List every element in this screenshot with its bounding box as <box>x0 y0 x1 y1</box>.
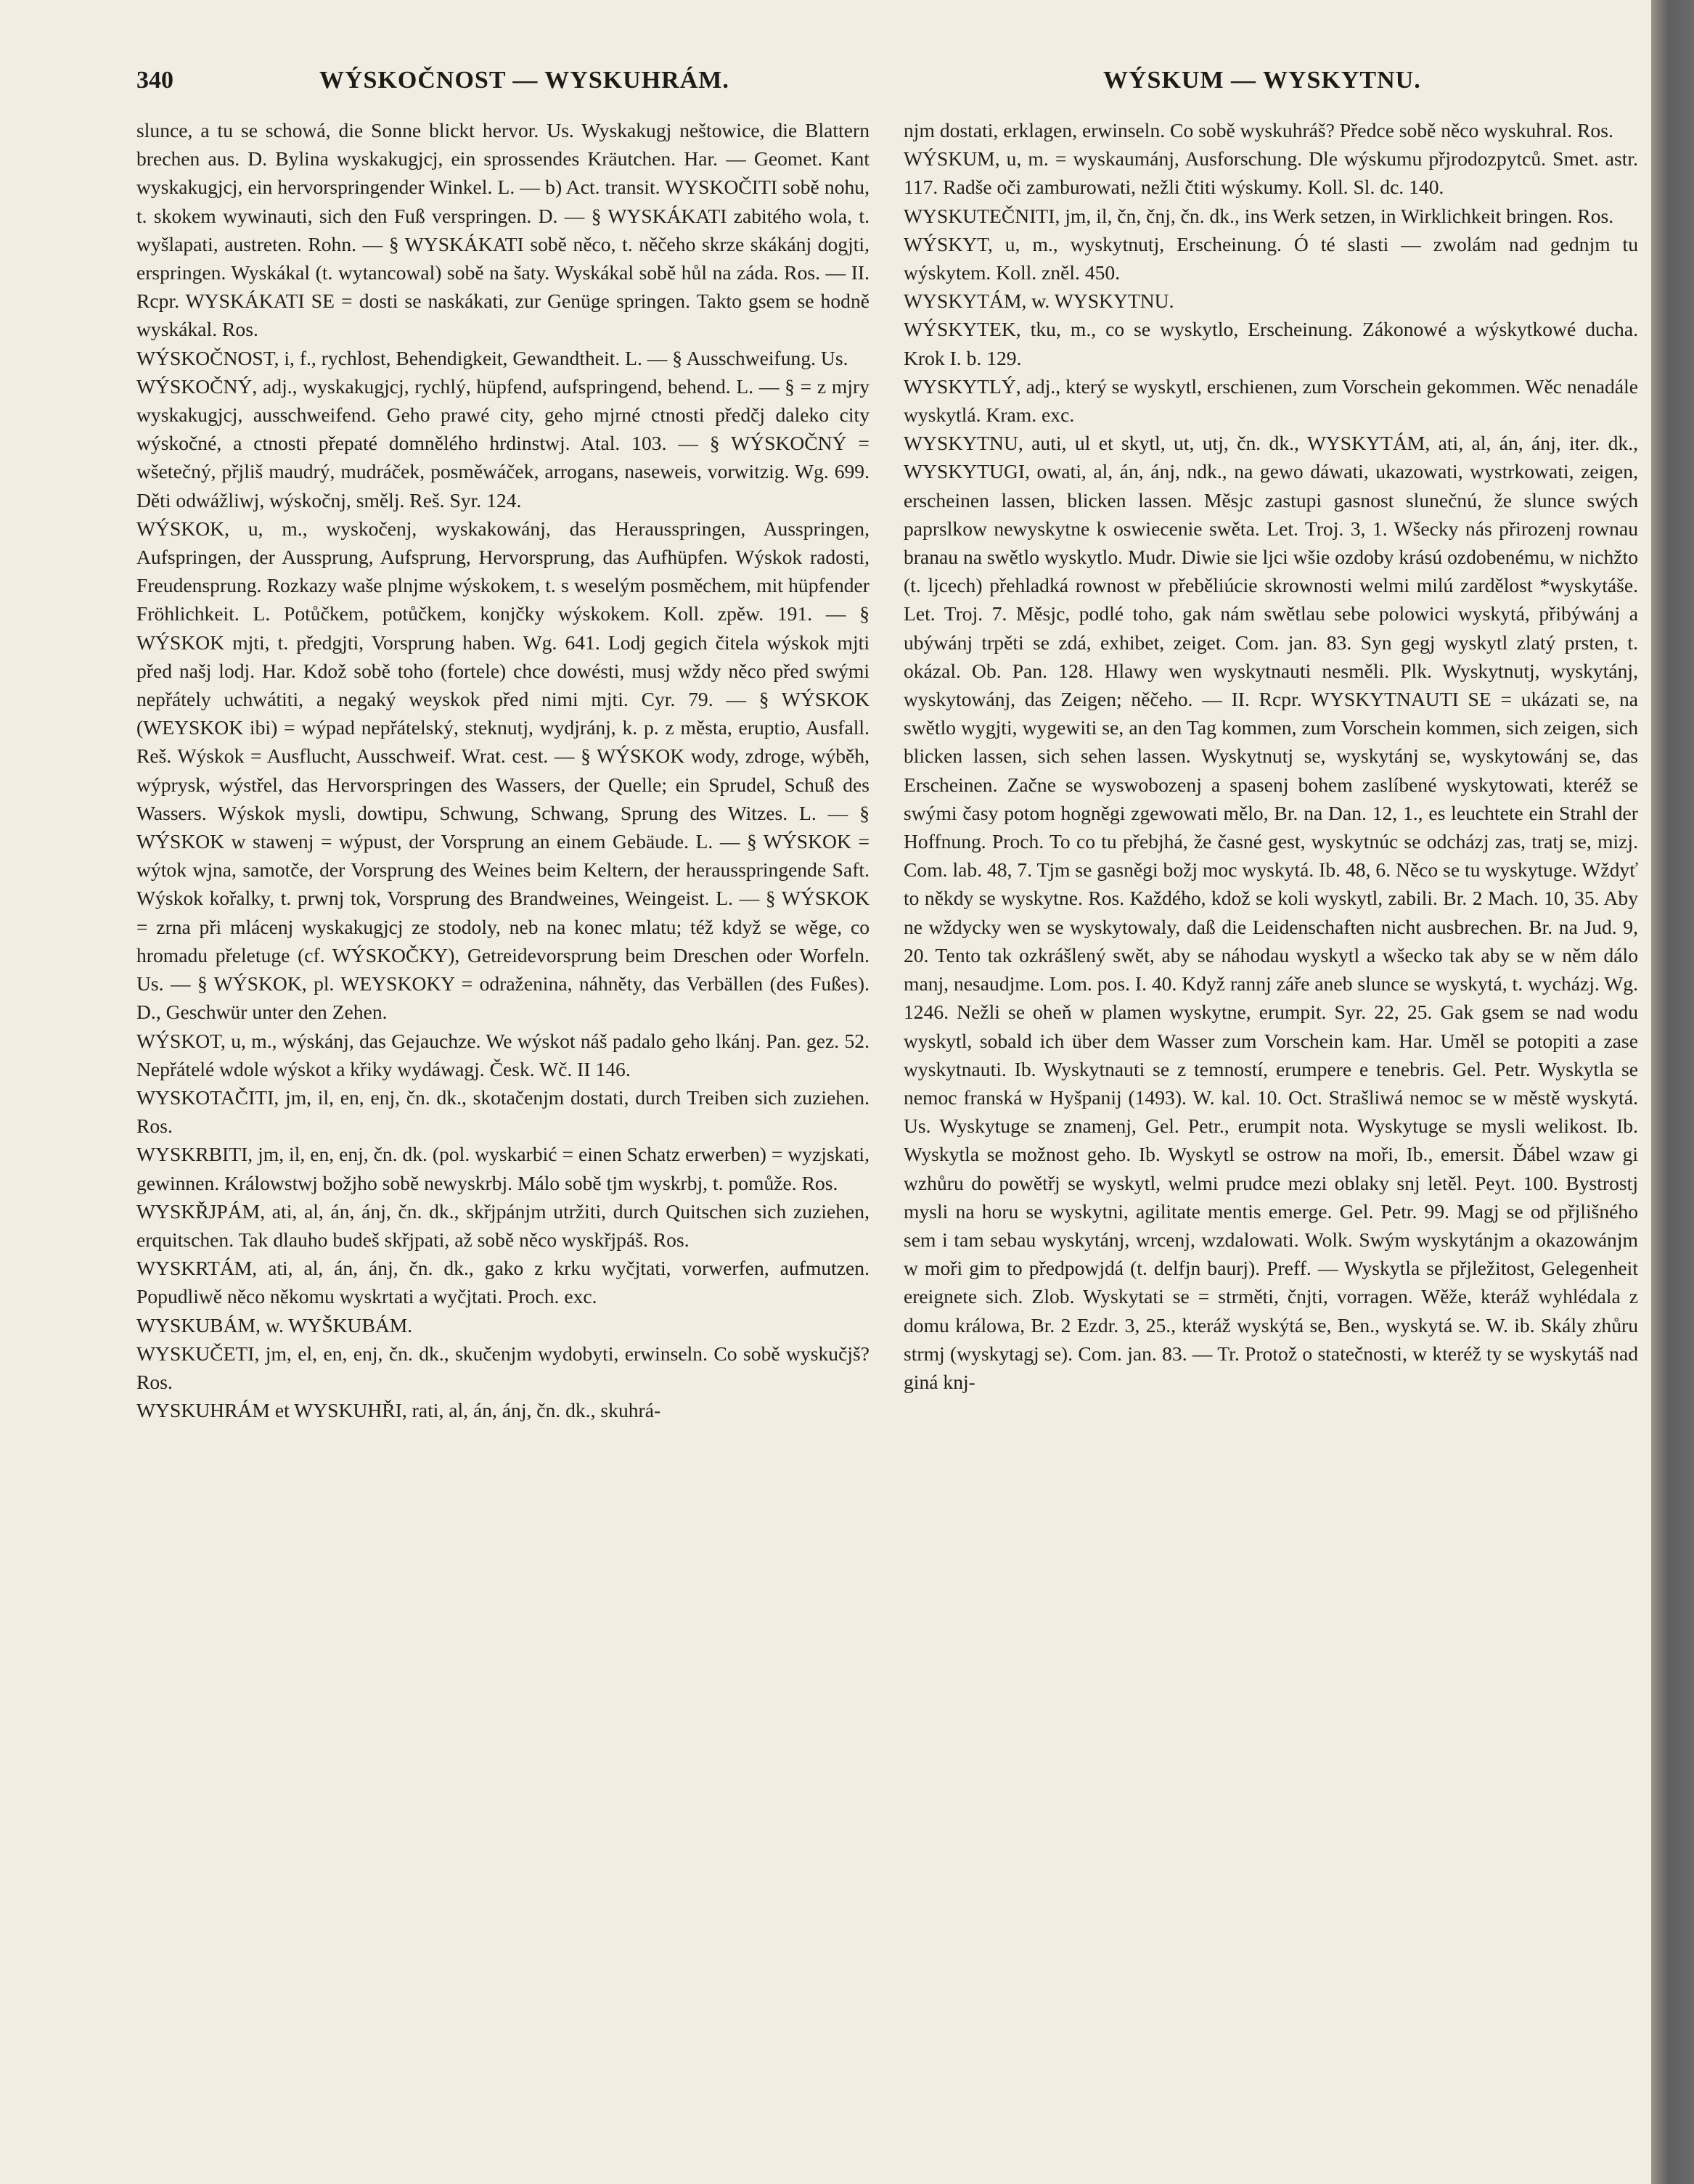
right-column <box>904 116 1638 1396</box>
scan-edge-shadow <box>1651 0 1694 2184</box>
page-number: 340 <box>136 67 173 94</box>
left-running-head: WÝSKOČNOST — WYSKUHRÁM. <box>319 67 729 94</box>
right-column-text: njm dostati, erklagen, erwinseln. Co sobě wyskuhráš? Předce sobě něco wyskuhral. Ros. WÝSKUM, u, m. = wyskaumánj, Ausforschung. Dle wýskumu přjrodozpytců. Smet. astr. 117. Radše oči zamburowati, nežli čtiti wýskumy. Koll. Sl. dc. 140. WYSKUTEČNITI, jm, il, čn, čnj, čn. dk., ins Werk setzen, in Wirklichkeit bringen. Ros. WÝSKYT, u, m., wyskytnutj, Erscheinung. Ó té slasti — zwolám nad gednjm tu wýskytem. Koll. zněl. 450. WYSKYTÁM, w. WYSKYTNU. WÝSKYTEK, tku, m., co se wyskytlo, Erscheinung. Zákonowé a wýskytkowé ducha. Krok I. b. 129. WYSKYTLÝ, adj., který se wyskytl, erschienen, zum Vorschein gekommen. Wěc nenadále wyskytlá. Kram. exc. WYSKYTNU, auti, ul et skytl, ut, utj, čn. dk., WYSKYTÁM, ati, al, án, ánj, iter. dk., WYSKYTUGI, owati, al, án, ánj, ndk., na gewo dáwati, ukazowati, wystrkowati, zeigen, erscheinen lassen, blicken lassen. Měsjc zastupi gasnost slunečnú, že slunce swých paprslkow newyskytne k oswiecenie swěta. Let. Troj. 3, 1. Wšecky nás přirozenj rownau branau na swětlo wyskytlo. Mudr. Diwie sie ljci wšie ozdoby krású ozdobenému, w nichžto (t. ljcech) přehladká rownost w přeběliúcie skrownosti welmi milú zardělost *wyskytáše. Let. Troj. 7. Měsjc, podlé toho, gak nám swětlau sebe polowici wyskytá, přibýwánj a ubýwánj trpěti se zdá, exhibet, zeiget. Com. jan. 83. Syn gegj wyskytl zlatý prsten, t. okázal. Ob. Pan. 128. Hlawy wen wyskytnauti nesměli. Plk. Wyskytnutj, wyskytánj, wyskytowánj, das Zeigen; něčeho. — II. Rcpr. WYSKYTNAUTI SE = ukázati se, na swětlo wygjti, wygewiti se, an den Tag kommen, zum Vorschein kommen, sich zeigen, sich blicken lassen, sich sehen lassen. Wyskytnutj se, wyskytánj se, wyskytowánj se, das Erscheinen. Začne se wyswobozenj a spasenj bohem zaslíbené wyskytowati, kteréž se swými časy potom hogněgi zgewowati mělo, Br. na Dan. 12, 1., es leuchtete ein Strahl der Hoffnung. Proch. To co tu přebjhá, že časné gest, wyskytnúc se odcházj zas, tratj se, mizj. Com. lab. 48, 7. Tjm se gasněgi božj moc wyskytá. Ib. 48, 6. Něco se tu wyskytuge. Wždyť to někdy se wyskytne. Ros. Každého, kdož se koli wyskytl, zabili. Br. 2 Mach. 10, 35. Aby ne wždycky wen se wyskytowaly, daß die Leidenschaften nicht ausbrechen. Br. na Jud. 9, 20. Tento tak ozkrášlený swět, aby se náhodau wyskytl a wšecko tak aby se w něm dálo manj, nesaudjme. Lom. pos. I. 40. Když rannj záře aneb slunce se wyskytá, t. wycházj. Wg. 1246. Nežli se oheň w plamen wyskytne, erumpit. Syr. 22, 25. Gak gsem se nad wodu wyskytl, sobald ich über dem Wasser zum Vorschein kam. Har. Uměl se potopiti a zase wyskytnauti. Ib. Wyskytnauti se z temností, erumpere e tenebris. Gel. Petr. Wyskytla se nemoc franská w Hyšpanij (1493). W. kal. 10. Oct. Strašliwá nemoc se w městě wyskytá. Us. Wyskytuge se znamenj, Gel. Petr., erumpit nota. Wyskytuge se mysli welikost. Ib. Wyskytla se možnost geho. Ib. Wyskytl se ostrow na moři, Ib., emersit. Ďábel wzaw gi wzhůru do powětřj se wyskytl, welmi prudce mezi oblaky snj letěl. Peyt. 100. Bystrostj mysli na horu se wyskytni, agilitate mentis emerge. Gel. Petr. 99. Magj se od přjlišného sem i tam sebau wyskytánj, wrcenj, wzdalowati. Wolk. Swým wyskytánjm a okazowánjm w moři gim to předpowjdá (t. delfjn baurj). Preff. — Wyskytla se přjležitost, Gelegenheit ereignete sich. Zlob. Wyskytati se = strměti, čnjti, vorragen. Wěže, kteráž wyhlédala z domu králowa, Br. 2 Ezdr. 3, 25., kteráž wyskýtá se, Ben., wyskytá se. W. ib. Skály zhůru strmj (wyskytagj se). Com. jan. 83. — Tr. Protož o statečnosti, w kteréž ty se wyskytáš nad giná knj- <box>904 119 1638 1393</box>
left-column <box>136 116 869 1424</box>
right-running-head: WÝSKUM — WYSKYTNU. <box>1103 67 1421 94</box>
left-column-text: slunce, a tu se schowá, die Sonne blickt hervor. Us. Wyskakugj neštowice, die Blattern brechen aus. D. Bylina wyskakugjcj, ein sprossendes Kräutchen. Har. — Geomet. Kant wyskakugjcj, ein hervorspringender Winkel. L. — b) Act. transit. WYSKOČITI sobě nohu, t. skokem wywinauti, sich den Fuß verspringen. D. — § WYSKÁKATI zabitého wola, t. wyšlapati, austreten. Rohn. — § WYSKÁKATI sobě něco, t. něčeho skrze skákánj dogjti, erspringen. Wyskákal (t. wytancowal) sobě na šaty. Wyskákal sobě hůl na záda. Ros. — II. Rcpr. WYSKÁKATI SE = dosti se naskákati, zur Genüge springen. Takto gsem se hodně wyskákal. Ros. WÝSKOČNOST, i, f., rychlost, Behendigkeit, Gewandtheit. L. — § Ausschweifung. Us. WÝSKOČNÝ, adj., wyskakugjcj, rychlý, hüpfend, aufspringend, behend. L. — § = z mjry wyskakugjcj, ausschweifend. Geho prawé city, geho mjrné ctnosti předčj daleko city wýskočné, a ctnosti přepaté domnělého hrdinstwj. Atal. 103. — § WÝSKOČNÝ = wšetečný, přjliš maudrý, mudráček, posměwáček, arrogans, naseweis, vorwitzig. Wg. 699. Děti odwážliwj, wýskočnj, smělj. Reš. Syr. 124. WÝSKOK, u, m., wyskočenj, wyskakowánj, das Herausspringen, Ausspringen, Aufspringen, der Aussprung, Aufsprung, Hervorsprung, das Aufhüpfen. Wýskok radosti, Freudensprung. Rozkazy waše plnjme wýskokem, t. s weselým posměchem, mit hüpfender Fröhlichkeit. L. Potůčkem, potůčkem, konjčky wýskokem. Koll. zpěw. 191. — § WÝSKOK mjti, t. předgjti, Vorsprung haben. Wg. 641. Lodj gegich čitela wýskok mjti před našj lodj. Har. Kdož sobě toho (fortele) chce dowésti, musj wždy něco před swými nepřátely uchwátiti, a negaký weyskok před nimi mjti. Cyr. 79. — § WÝSKOK (WEYSKOK ibi) = wýpad nepřátelský, steknutj, wydjránj, k. p. z města, eruptio, Ausfall. Reš. Wýskok = Ausflucht, Ausschweif. Wrat. cest. — § WÝSKOK wody, zdroge, wýběh, wýprysk, wýstřel, das Hervorspringen des Wassers, der Quelle; ein Sprudel, Schuß des Wassers. Wýskok mysli, dowtipu, Schwung, Schwang, Sprung des Witzes. L. — § WÝSKOK w stawenj = wýpust, der Vorsprung an einem Gebäude. L. — § WÝSKOK = wýtok wjna, samotče, der Vorsprung des Weines beim Keltern, der herausspringende Saft. Wýskok kořalky, t. prwnj tok, Vorsprung des Brandweines, Weingeist. L. — § WÝSKOK = zrna při mlácenj wyskakugjcj ze stodoly, neb na konec mlatu; též když se wěge, co hromadu přeletuge (cf. WÝSKOČKY), Getreidevorsprung beim Dreschen oder Worfeln. Us. — § WÝSKOK, pl. WEYSKOKY = odraženina, náhněty, das Verbällen (des Fußes). D., Geschwür unter den Zehen. WÝSKOT, u, m., wýskánj, das Gejauchze. We wýskot náš padalo geho lkánj. Pan. gez. 52. Nepřátelé wdole wýskot a křiky wydáwagj. Česk. Wč. II 146. WYSKOTAČITI, jm, il, en, enj, čn. dk., skotačenjm dostati, durch Treiben sich zuziehen. Ros. WYSKRBITI, jm, il, en, enj, čn. dk. (pol. wyskarbić = einen Schatz erwerben) = wyzjskati, gewinnen. Králowstwj božjho sobě newyskrbj. Málo sobě tjm wyskrbj, t. pomůže. Ros. WYSKŘJPÁM, ati, al, án, ánj, čn. dk., skřjpánjm utržiti, durch Quitschen sich zuziehen, erquitschen. Tak dlauho budeš skřjpati, až sobě něco wyskřjpáš. Ros. WYSKRTÁM, ati, al, án, ánj, čn. dk., gako z krku wyčjtati, vorwerfen, aufmutzen. Popudliwě něco někomu wyskrtati a wyčjtati. Proch. exc. WYSKUBÁM, w. WYŠKUBÁM. WYSKUČETI, jm, el, en, enj, čn. dk., skučenjm wydobyti, erwinseln. Co sobě wyskučjš? Ros. WYSKUHRÁM et WYSKUHŘI, rati, al, án, ánj, čn. dk., skuhrá- <box>136 119 869 1422</box>
